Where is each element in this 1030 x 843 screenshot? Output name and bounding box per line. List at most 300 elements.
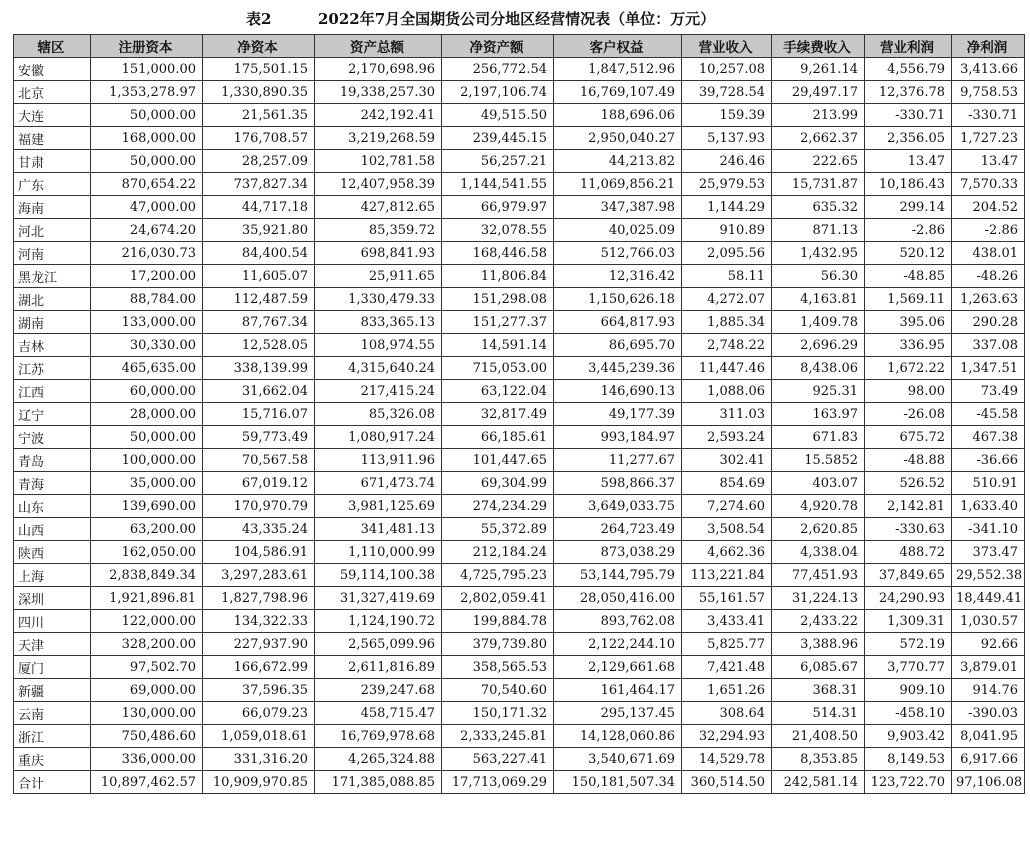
- value-cell: 161,464.17: [554, 679, 682, 702]
- value-cell: 85,359.72: [315, 219, 442, 242]
- value-cell: 19,338,257.30: [315, 81, 442, 104]
- value-cell: 1,847,512.96: [554, 58, 682, 81]
- value-cell: 31,327,419.69: [315, 587, 442, 610]
- value-cell: 572.19: [865, 633, 952, 656]
- value-cell: 70,540.60: [442, 679, 554, 702]
- value-cell: 14,529.78: [682, 748, 772, 771]
- value-cell: 49,515.50: [442, 104, 554, 127]
- value-cell: 395.06: [865, 311, 952, 334]
- value-cell: 308.64: [682, 702, 772, 725]
- value-cell: 168,446.58: [442, 242, 554, 265]
- table-row: [14, 518, 1025, 541]
- value-cell: 18,449.41: [952, 587, 1025, 610]
- table-row: [14, 495, 1025, 518]
- table-row: [14, 265, 1025, 288]
- table-row: [14, 196, 1025, 219]
- value-cell: 512,766.03: [554, 242, 682, 265]
- column-header: 净资本: [203, 35, 315, 58]
- value-cell: 1,088.06: [682, 380, 772, 403]
- value-cell: 12,316.42: [554, 265, 682, 288]
- value-cell: 438.01: [952, 242, 1025, 265]
- table-row: [14, 725, 1025, 748]
- region-cell: 大连: [14, 104, 91, 127]
- value-cell: 3,445,239.36: [554, 357, 682, 380]
- value-cell: 43,335.24: [203, 518, 315, 541]
- value-cell: 2,433.22: [772, 610, 865, 633]
- table-row: [14, 403, 1025, 426]
- value-cell: 133,000.00: [91, 311, 203, 334]
- value-cell: 3,413.66: [952, 58, 1025, 81]
- value-cell: 213.99: [772, 104, 865, 127]
- value-cell: 9,261.14: [772, 58, 865, 81]
- value-cell: 1,144,541.55: [442, 173, 554, 196]
- region-cell: 甘肃: [14, 150, 91, 173]
- value-cell: 212,184.24: [442, 541, 554, 564]
- region-cell: 新疆: [14, 679, 91, 702]
- value-cell: 1,150,626.18: [554, 288, 682, 311]
- value-cell: 32,078.55: [442, 219, 554, 242]
- value-cell: 3,649,033.75: [554, 495, 682, 518]
- value-cell: 50,000.00: [91, 150, 203, 173]
- value-cell: 102,781.58: [315, 150, 442, 173]
- value-cell: 833,365.13: [315, 311, 442, 334]
- value-cell: 11,447.46: [682, 357, 772, 380]
- value-cell: 222.65: [772, 150, 865, 173]
- value-cell: 598,866.37: [554, 472, 682, 495]
- value-cell: 256,772.54: [442, 58, 554, 81]
- value-cell: 31,224.13: [772, 587, 865, 610]
- value-cell: 4,315,640.24: [315, 357, 442, 380]
- value-cell: 2,122,244.10: [554, 633, 682, 656]
- value-cell: 3,508.54: [682, 518, 772, 541]
- value-cell: 21,561.35: [203, 104, 315, 127]
- value-cell: 40,025.09: [554, 219, 682, 242]
- value-cell: 3,433.41: [682, 610, 772, 633]
- value-cell: 35,000.00: [91, 472, 203, 495]
- value-cell: 112,487.59: [203, 288, 315, 311]
- value-cell: 338,139.99: [203, 357, 315, 380]
- value-cell: -390.03: [952, 702, 1025, 725]
- value-cell: 113,911.96: [315, 449, 442, 472]
- value-cell: 514.31: [772, 702, 865, 725]
- value-cell: 1,330,890.35: [203, 81, 315, 104]
- table-caption: [0, 6, 1030, 30]
- value-cell: 3,540,671.69: [554, 748, 682, 771]
- value-cell: 488.72: [865, 541, 952, 564]
- value-cell: -45.58: [952, 403, 1025, 426]
- value-cell: 8,149.53: [865, 748, 952, 771]
- column-header: 营业利润: [865, 35, 952, 58]
- value-cell: 1,347.51: [952, 357, 1025, 380]
- table-number: 表2: [246, 10, 272, 28]
- region-cell: 深圳: [14, 587, 91, 610]
- value-cell: 14,591.14: [442, 334, 554, 357]
- value-cell: 242,581.14: [772, 771, 865, 794]
- value-cell: 3,388.96: [772, 633, 865, 656]
- value-cell: 63,122.04: [442, 380, 554, 403]
- region-cell: 湖北: [14, 288, 91, 311]
- value-cell: 520.12: [865, 242, 952, 265]
- table-row: [14, 334, 1025, 357]
- value-cell: 37,849.65: [865, 564, 952, 587]
- table-row: [14, 587, 1025, 610]
- value-cell: 328,200.00: [91, 633, 203, 656]
- table-row: [14, 472, 1025, 495]
- value-cell: 1,569.11: [865, 288, 952, 311]
- value-cell: 6,917.66: [952, 748, 1025, 771]
- value-cell: 331,316.20: [203, 748, 315, 771]
- value-cell: 50,000.00: [91, 426, 203, 449]
- value-cell: 1,080,917.24: [315, 426, 442, 449]
- value-cell: 4,265,324.88: [315, 748, 442, 771]
- value-cell: 97,502.70: [91, 656, 203, 679]
- value-cell: 2,565,099.96: [315, 633, 442, 656]
- table-row: [14, 104, 1025, 127]
- value-cell: 341,481.13: [315, 518, 442, 541]
- value-cell: 12,528.05: [203, 334, 315, 357]
- value-cell: 15,716.07: [203, 403, 315, 426]
- value-cell: 1,309.31: [865, 610, 952, 633]
- value-cell: 2,620.85: [772, 518, 865, 541]
- value-cell: 563,227.41: [442, 748, 554, 771]
- value-cell: -26.08: [865, 403, 952, 426]
- value-cell: 347,387.98: [554, 196, 682, 219]
- region-cell: 福建: [14, 127, 91, 150]
- value-cell: 264,723.49: [554, 518, 682, 541]
- region-cell: 天津: [14, 633, 91, 656]
- table-row: [14, 610, 1025, 633]
- value-cell: 97,106.08: [952, 771, 1025, 794]
- value-cell: 29,552.38: [952, 564, 1025, 587]
- value-cell: 17,200.00: [91, 265, 203, 288]
- value-cell: 9,758.53: [952, 81, 1025, 104]
- value-cell: 299.14: [865, 196, 952, 219]
- value-cell: -330.71: [865, 104, 952, 127]
- value-cell: 239,247.68: [315, 679, 442, 702]
- value-cell: 1,330,479.33: [315, 288, 442, 311]
- value-cell: 28,000.00: [91, 403, 203, 426]
- column-header: 资产总额: [315, 35, 442, 58]
- table-row: [14, 564, 1025, 587]
- value-cell: 2,129,661.68: [554, 656, 682, 679]
- table-row: [14, 150, 1025, 173]
- column-header: 净资产额: [442, 35, 554, 58]
- region-cell: 青海: [14, 472, 91, 495]
- table-row: [14, 288, 1025, 311]
- region-cell: 厦门: [14, 656, 91, 679]
- value-cell: 2,611,816.89: [315, 656, 442, 679]
- value-cell: 2,197,106.74: [442, 81, 554, 104]
- value-cell: 2,170,698.96: [315, 58, 442, 81]
- value-cell: 101,447.65: [442, 449, 554, 472]
- value-cell: 31,662.04: [203, 380, 315, 403]
- table-row: [14, 357, 1025, 380]
- value-cell: 44,717.18: [203, 196, 315, 219]
- value-cell: -48.88: [865, 449, 952, 472]
- value-cell: 1,432.95: [772, 242, 865, 265]
- value-cell: 49,177.39: [554, 403, 682, 426]
- value-cell: 66,079.23: [203, 702, 315, 725]
- value-cell: 2,095.56: [682, 242, 772, 265]
- value-cell: 1,263.63: [952, 288, 1025, 311]
- column-header: 辖区: [14, 35, 91, 58]
- value-cell: 2,838,849.34: [91, 564, 203, 587]
- value-cell: 176,708.57: [203, 127, 315, 150]
- table-body: [14, 58, 1025, 794]
- value-cell: 2,333,245.81: [442, 725, 554, 748]
- value-cell: 29,497.17: [772, 81, 865, 104]
- value-cell: 66,185.61: [442, 426, 554, 449]
- value-cell: 13.47: [865, 150, 952, 173]
- value-cell: 3,879.01: [952, 656, 1025, 679]
- value-cell: 5,825.77: [682, 633, 772, 656]
- table-row: [14, 748, 1025, 771]
- value-cell: 175,501.15: [203, 58, 315, 81]
- value-cell: 4,338.04: [772, 541, 865, 564]
- value-cell: 3,219,268.59: [315, 127, 442, 150]
- value-cell: 69,000.00: [91, 679, 203, 702]
- value-cell: 227,937.90: [203, 633, 315, 656]
- value-cell: 246.46: [682, 150, 772, 173]
- region-cell: 江苏: [14, 357, 91, 380]
- value-cell: 854.69: [682, 472, 772, 495]
- region-cell: 辽宁: [14, 403, 91, 426]
- value-cell: 242,192.41: [315, 104, 442, 127]
- region-cell: 山东: [14, 495, 91, 518]
- value-cell: 11,806.84: [442, 265, 554, 288]
- value-cell: 9,903.42: [865, 725, 952, 748]
- value-cell: 28,050,416.00: [554, 587, 682, 610]
- value-cell: 146,690.13: [554, 380, 682, 403]
- value-cell: 100,000.00: [91, 449, 203, 472]
- value-cell: 87,767.34: [203, 311, 315, 334]
- value-cell: 910.89: [682, 219, 772, 242]
- value-cell: 73.49: [952, 380, 1025, 403]
- value-cell: 171,385,088.85: [315, 771, 442, 794]
- value-cell: 108,974.55: [315, 334, 442, 357]
- value-cell: 1,885.34: [682, 311, 772, 334]
- value-cell: 67,019.12: [203, 472, 315, 495]
- table-row: [14, 633, 1025, 656]
- value-cell: 274,234.29: [442, 495, 554, 518]
- value-cell: 56.30: [772, 265, 865, 288]
- value-cell: 458,715.47: [315, 702, 442, 725]
- value-cell: -36.66: [952, 449, 1025, 472]
- value-cell: -2.86: [952, 219, 1025, 242]
- value-cell: 360,514.50: [682, 771, 772, 794]
- region-cell: 黑龙江: [14, 265, 91, 288]
- value-cell: 28,257.09: [203, 150, 315, 173]
- futures-company-regional-table: [13, 34, 1025, 794]
- value-cell: 104,586.91: [203, 541, 315, 564]
- value-cell: 12,376.78: [865, 81, 952, 104]
- value-cell: -330.71: [952, 104, 1025, 127]
- column-header: 净利润: [952, 35, 1025, 58]
- value-cell: 159.39: [682, 104, 772, 127]
- value-cell: 15,731.87: [772, 173, 865, 196]
- region-cell: 江西: [14, 380, 91, 403]
- value-cell: 113,221.84: [682, 564, 772, 587]
- value-cell: 53,144,795.79: [554, 564, 682, 587]
- value-cell: 55,161.57: [682, 587, 772, 610]
- value-cell: 2,696.29: [772, 334, 865, 357]
- value-cell: 50,000.00: [91, 104, 203, 127]
- value-cell: 204.52: [952, 196, 1025, 219]
- value-cell: 21,408.50: [772, 725, 865, 748]
- value-cell: -341.10: [952, 518, 1025, 541]
- value-cell: 3,981,125.69: [315, 495, 442, 518]
- value-cell: 1,651.26: [682, 679, 772, 702]
- value-cell: 70,567.58: [203, 449, 315, 472]
- value-cell: 188,696.06: [554, 104, 682, 127]
- value-cell: 30,330.00: [91, 334, 203, 357]
- column-header: 手续费收入: [772, 35, 865, 58]
- value-cell: 55,372.89: [442, 518, 554, 541]
- value-cell: -2.86: [865, 219, 952, 242]
- value-cell: 163.97: [772, 403, 865, 426]
- region-cell: 海南: [14, 196, 91, 219]
- table-row: [14, 242, 1025, 265]
- value-cell: 77,451.93: [772, 564, 865, 587]
- value-cell: 88,784.00: [91, 288, 203, 311]
- value-cell: 11,277.67: [554, 449, 682, 472]
- value-cell: 2,356.05: [865, 127, 952, 150]
- value-cell: 6,085.67: [772, 656, 865, 679]
- value-cell: 199,884.78: [442, 610, 554, 633]
- value-cell: 3,297,283.61: [203, 564, 315, 587]
- value-cell: 16,769,978.68: [315, 725, 442, 748]
- value-cell: 66,979.97: [442, 196, 554, 219]
- value-cell: 123,722.70: [865, 771, 952, 794]
- value-cell: -48.26: [952, 265, 1025, 288]
- table-row: [14, 58, 1025, 81]
- value-cell: 7,274.60: [682, 495, 772, 518]
- value-cell: 1,124,190.72: [315, 610, 442, 633]
- value-cell: 12,407,958.39: [315, 173, 442, 196]
- value-cell: 671,473.74: [315, 472, 442, 495]
- value-cell: 56,257.21: [442, 150, 554, 173]
- value-cell: 47,000.00: [91, 196, 203, 219]
- value-cell: 8,041.95: [952, 725, 1025, 748]
- table-row: [14, 426, 1025, 449]
- total-row: [14, 771, 1025, 794]
- table-row: [14, 702, 1025, 725]
- value-cell: 1,059,018.61: [203, 725, 315, 748]
- value-cell: 170,970.79: [203, 495, 315, 518]
- value-cell: 358,565.53: [442, 656, 554, 679]
- value-cell: 379,739.80: [442, 633, 554, 656]
- value-cell: 25,911.65: [315, 265, 442, 288]
- value-cell: 1,030.57: [952, 610, 1025, 633]
- value-cell: 7,570.33: [952, 173, 1025, 196]
- value-cell: 11,069,856.21: [554, 173, 682, 196]
- column-header: 客户权益: [554, 35, 682, 58]
- value-cell: 86,695.70: [554, 334, 682, 357]
- region-cell: 云南: [14, 702, 91, 725]
- value-cell: 162,050.00: [91, 541, 203, 564]
- value-cell: 4,556.79: [865, 58, 952, 81]
- value-cell: 2,748.22: [682, 334, 772, 357]
- value-cell: 870,654.22: [91, 173, 203, 196]
- table-row: [14, 656, 1025, 679]
- value-cell: 166,672.99: [203, 656, 315, 679]
- value-cell: 39,728.54: [682, 81, 772, 104]
- value-cell: 10,909,970.85: [203, 771, 315, 794]
- value-cell: 4,163.81: [772, 288, 865, 311]
- region-cell: 河北: [14, 219, 91, 242]
- value-cell: 8,438.06: [772, 357, 865, 380]
- value-cell: 2,142.81: [865, 495, 952, 518]
- value-cell: 737,827.34: [203, 173, 315, 196]
- value-cell: 84,400.54: [203, 242, 315, 265]
- value-cell: 873,038.29: [554, 541, 682, 564]
- value-cell: 37,596.35: [203, 679, 315, 702]
- value-cell: 336,000.00: [91, 748, 203, 771]
- region-cell: 合计: [14, 771, 91, 794]
- value-cell: 336.95: [865, 334, 952, 357]
- header-row: [14, 35, 1025, 58]
- value-cell: 139,690.00: [91, 495, 203, 518]
- value-cell: 24,674.20: [91, 219, 203, 242]
- column-header: 营业收入: [682, 35, 772, 58]
- value-cell: 302.41: [682, 449, 772, 472]
- value-cell: 1,921,896.81: [91, 587, 203, 610]
- region-cell: 安徽: [14, 58, 91, 81]
- value-cell: 122,000.00: [91, 610, 203, 633]
- region-cell: 重庆: [14, 748, 91, 771]
- value-cell: 311.03: [682, 403, 772, 426]
- value-cell: 1,633.40: [952, 495, 1025, 518]
- value-cell: 151,298.08: [442, 288, 554, 311]
- value-cell: 510.91: [952, 472, 1025, 495]
- value-cell: 15.5852: [772, 449, 865, 472]
- value-cell: 925.31: [772, 380, 865, 403]
- value-cell: 893,762.08: [554, 610, 682, 633]
- value-cell: 368.31: [772, 679, 865, 702]
- value-cell: 35,921.80: [203, 219, 315, 242]
- value-cell: 10,257.08: [682, 58, 772, 81]
- value-cell: 7,421.48: [682, 656, 772, 679]
- value-cell: 1,110,000.99: [315, 541, 442, 564]
- value-cell: 1,672.22: [865, 357, 952, 380]
- table-row: [14, 311, 1025, 334]
- region-cell: 广东: [14, 173, 91, 196]
- value-cell: 373.47: [952, 541, 1025, 564]
- value-cell: 4,920.78: [772, 495, 865, 518]
- value-cell: 150,171.32: [442, 702, 554, 725]
- value-cell: 675.72: [865, 426, 952, 449]
- value-cell: 13.47: [952, 150, 1025, 173]
- value-cell: 130,000.00: [91, 702, 203, 725]
- value-cell: 17,713,069.29: [442, 771, 554, 794]
- value-cell: 1,827,798.96: [203, 587, 315, 610]
- region-cell: 湖南: [14, 311, 91, 334]
- value-cell: 403.07: [772, 472, 865, 495]
- value-cell: 60,000.00: [91, 380, 203, 403]
- value-cell: 10,897,462.57: [91, 771, 203, 794]
- region-cell: 上海: [14, 564, 91, 587]
- value-cell: -48.85: [865, 265, 952, 288]
- value-cell: 4,272.07: [682, 288, 772, 311]
- value-cell: 295,137.45: [554, 702, 682, 725]
- value-cell: 63,200.00: [91, 518, 203, 541]
- value-cell: 5,137.93: [682, 127, 772, 150]
- value-cell: 59,773.49: [203, 426, 315, 449]
- region-cell: 山西: [14, 518, 91, 541]
- table-row: [14, 679, 1025, 702]
- region-cell: 四川: [14, 610, 91, 633]
- value-cell: 8,353.85: [772, 748, 865, 771]
